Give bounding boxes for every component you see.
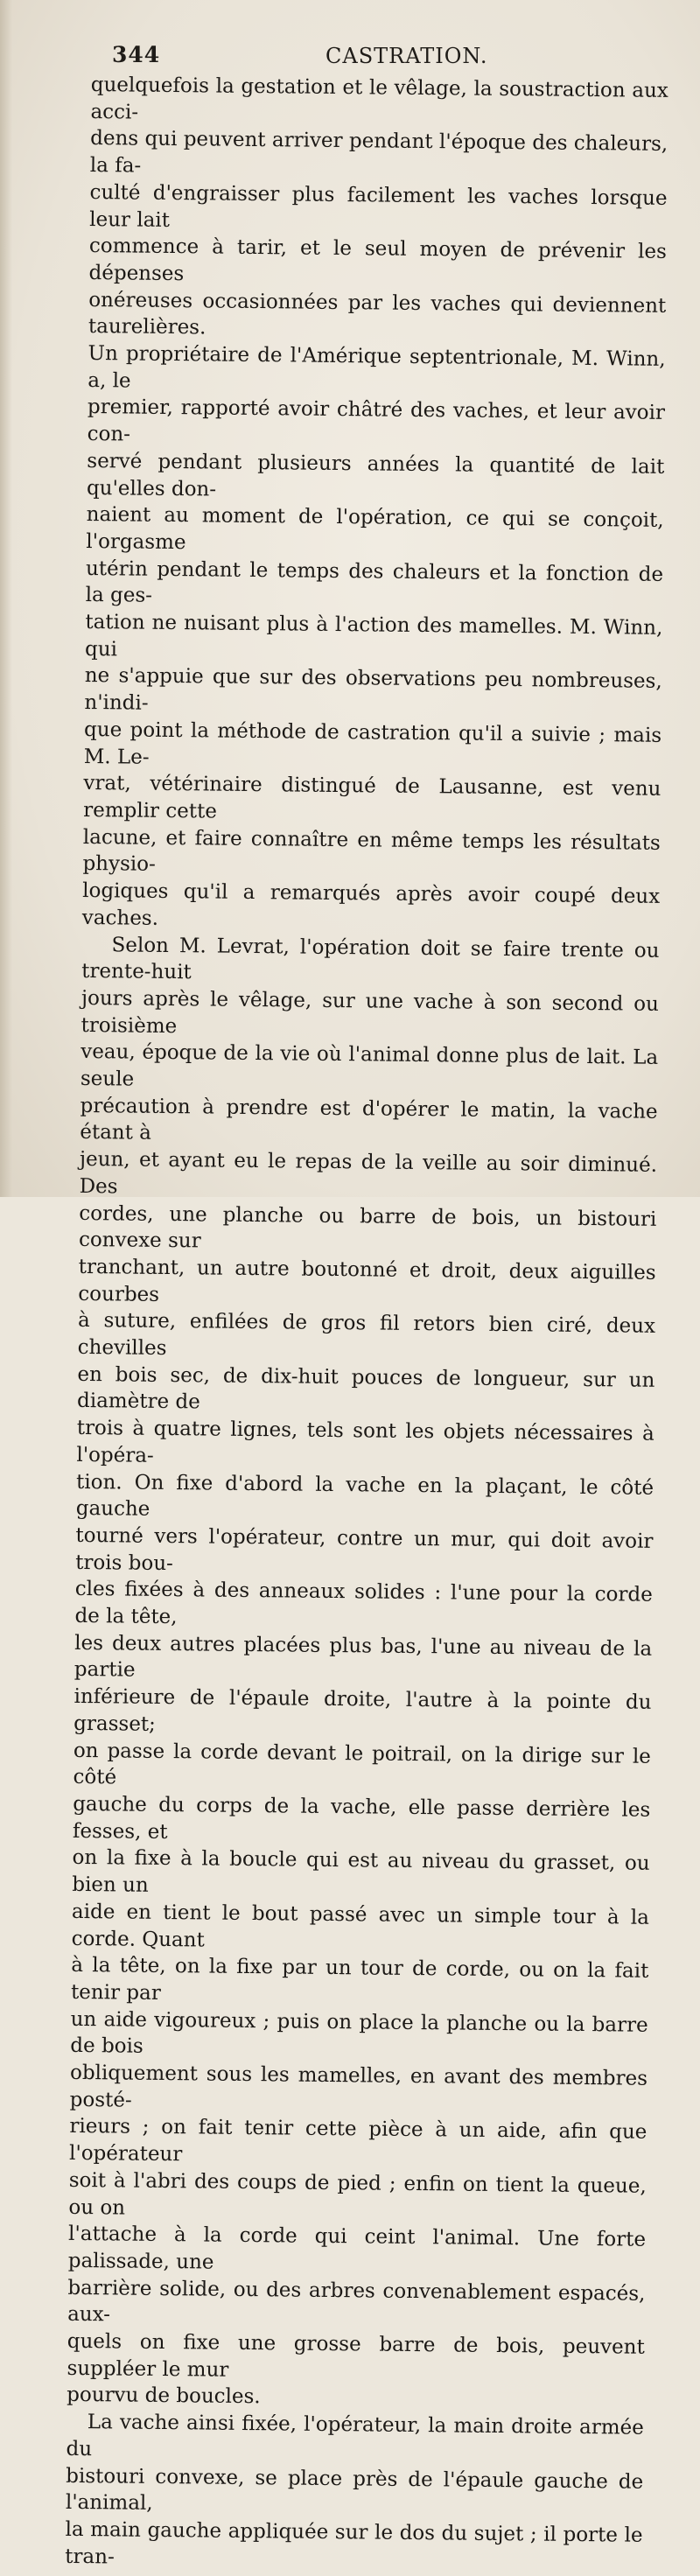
page-header: [0, 38, 700, 74]
paragraph-1: quelquefois la gestation et le vêlage, la soustraction aux acci- dens qui peuvent arriver pendant l'époque des chaleurs, la fa- culté d'engraisser plus facilement les vaches lorsque leur lait commence à tarir, et le seul moyen de prévenir les dépenses onéreuses occasionnées par les vaches qui deviennent taurelières. Un propriétaire de l'Amérique septentrionale, M. Winn, a, le premier, rapporté avoir châtré des vaches, et leur avoir con- servé pendant plusieurs années la quantité de lait qu'elles don- naient au moment de l'opération, ce qui se conçoit, l'orgasme utérin pendant le temps des chaleurs et la fonction de la ges- tation ne nuisant plus à l'action des mamelles. M. Winn, qui ne s'appuie que sur des observations peu nombreuses, n'indi- que point la méthode de castration qu'il a suivie ; mais M. Le- vrat, vétérinaire distingué de Lausanne, est venu remplir cette lacune, et faire connaître en même temps les résultats physio- logiques qu'il a remarqués après avoir coupé deux vaches.: [81, 73, 668, 930]
running-head: CASTRATION.: [326, 44, 488, 68]
page-number: 344: [112, 42, 161, 67]
paragraph-3: La vache ainsi fixée, l'opérateur, la main droite armée du bistouri convexe, se place près de l'épaule gauche de l'animal, la main gauche appliquée sur le dos du sujet ; il porte le tran-: [65, 2411, 644, 2569]
body-text: [65, 72, 668, 2576]
paragraph-2: Selon M. Levrat, l'opération doit se faire trente ou trente-huit jours après le vêlage, sur une vache à son second ou troisième veau, époque de la vie où l'animal donne plus de lait. La seule précaution à prendre est d'opérer le matin, la vache étant à jeun, et ayant eu le repas de la veille au soir diminué. Des cordes, une planche ou barre de bois, un bistouri convexe sur tranchant, un autre boutonné et droit, deux aiguilles courbes à suture, enfilées de gros fil retors bien ciré, deux chevilles en bois sec, de dix-huit pouces de longueur, sur un diamètre de trois à quatre lignes, tels sont les objets nécessaires à l'opéra- tion. On fixe d'abord la vache en la plaçant, le côté gauche tourné vers l'opérateur, contre un mur, qui doit avoir trois bou- cles fixées à des anneaux solides : l'une pour la corde de la tête, les deux autres placées plus bas, l'une au niveau de la partie inférieure de l'épaule droite, l'autre à la pointe du grasset; on passe la corde devant le poitrail, on la dirige sur le côté gauche du corps de la vache, elle passe derrière les fesses, et on la fixe à la boucle qui est au niveau du grasset, ou bien un aide en tient le bout passé avec un simple tour à la corde. Quant à la tête, on la fixe par un tour de corde, ou on la fait tenir par un aide vigoureux ; puis on place la planche ou la barre de bois obliquement sous les mamelles, en avant des membres posté- rieurs ; on fait tenir cette pièce à un aide, afin que l'opérateur soit à l'abri des coups de pied ; enfin on tient la queue, ou on l'attache à la corde qui ceint l'animal. Une forte palissade, une barrière solide, ou des arbres convenablement espacés, aux- quels on fixe une grosse barre de bois, peuvent suppléer le mur pourvu de boucles.: [66, 933, 660, 2409]
page-gutter-shadow: [0, 0, 12, 1197]
